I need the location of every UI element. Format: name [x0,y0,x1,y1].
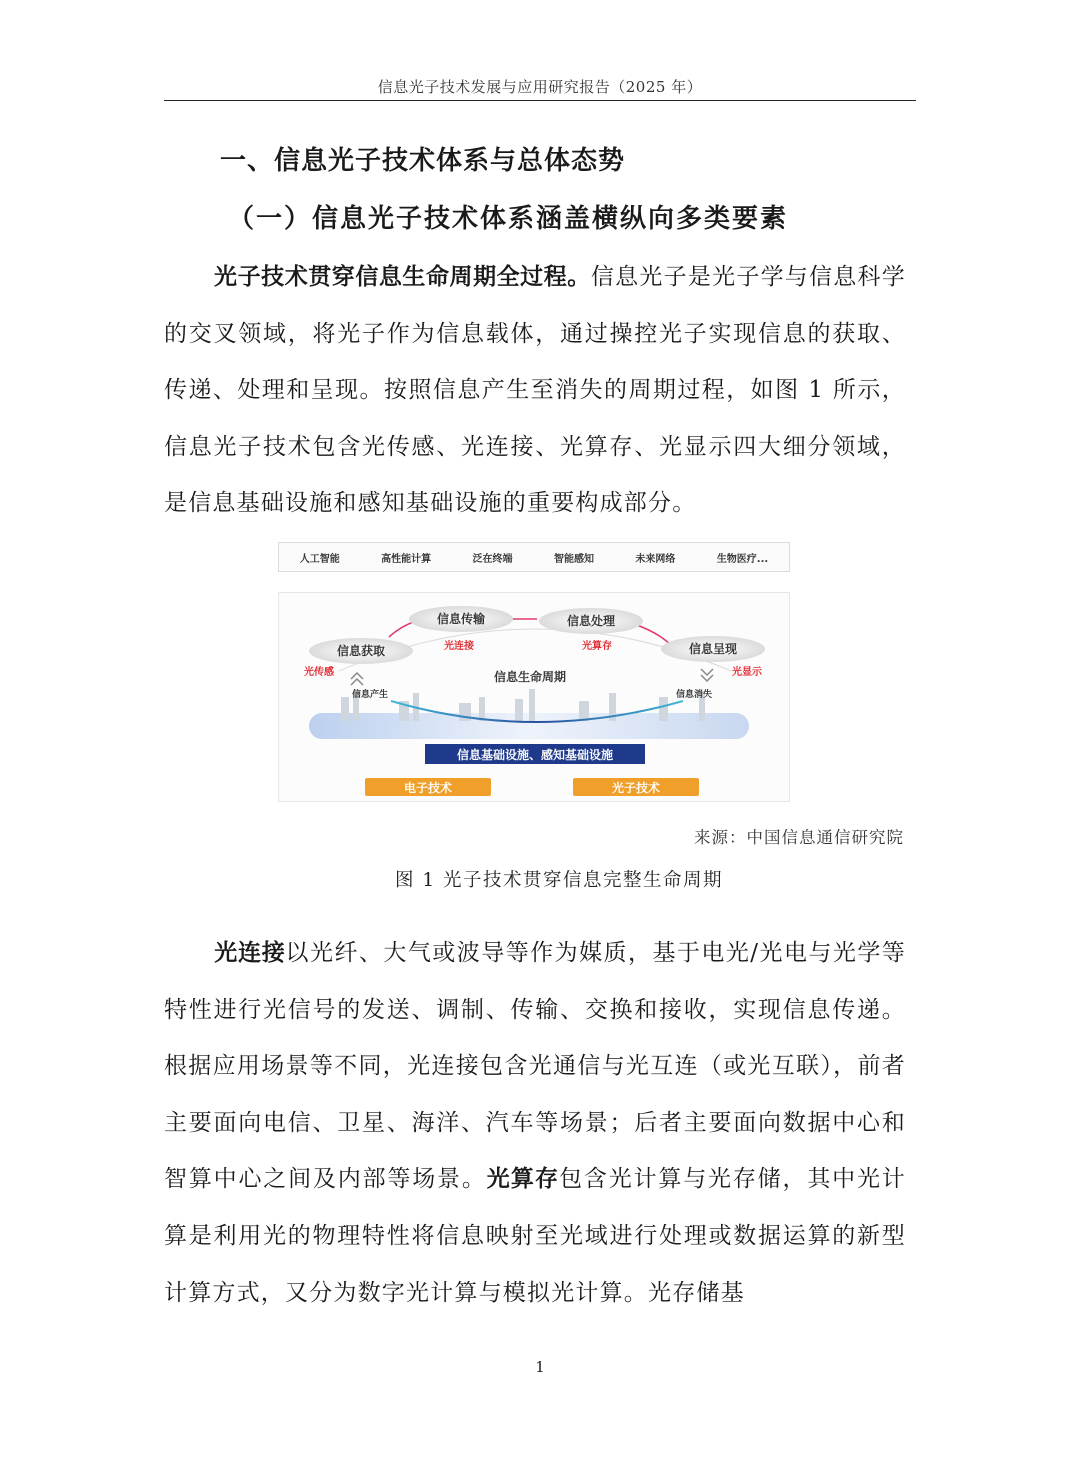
figure-source: 来源：中国信息通信研究院 [694,828,904,847]
paragraph-1 [164,249,906,532]
paragraph-2-body-2: 包含光计算与光存储，其中光计算是利用光的物理特性将信息映射至光域进行处理或数据运算的新型计算方式，又分为数字光计算与模拟光计算。光存储基 [164,1166,906,1306]
lifecycle-diagram [278,592,790,802]
running-header: 信息光子技术发展与应用研究报告（2025 年） [377,78,703,96]
paragraph-2-lead-compute: 光算存 [486,1166,560,1193]
stage-present: 信息呈现 [688,642,738,656]
app-item: 高性能计算 [381,553,432,565]
stage-transmit: 信息传输 [436,612,486,626]
figure-1 [278,542,790,804]
section-title: 一、信息光子技术体系与总体态势 [220,146,626,176]
paragraph-2 [164,925,906,1321]
infrastructure-label: 信息基础设施、感知基础设施 [456,748,614,762]
generate-chevron [351,673,363,685]
tech-sensing: 光传感 [304,667,334,678]
page-number: 1 [535,1358,545,1376]
vanish-label: 信息消失 [675,690,713,700]
photonic-label: 光子技术 [611,781,661,795]
paragraph-1-lead: 光子技术贯穿信息生命周期全过程。 [214,264,591,290]
generate-label: 信息产生 [351,690,389,700]
tech-compute-store: 光算存 [582,641,612,652]
figure-caption: 图 1 光子技术贯穿信息完整生命周期 [394,870,724,891]
electronic-label: 电子技术 [403,781,453,795]
application-bar [278,542,790,572]
header-rule [164,100,916,101]
stage-process: 信息处理 [566,614,616,628]
stage-acquire: 信息获取 [336,644,386,658]
vanish-chevron [701,669,713,681]
app-item: 泛在终端 [472,553,513,565]
paragraph-2-lead-connect: 光连接 [214,940,286,966]
lifecycle-label: 信息生命周期 [493,670,567,684]
app-item: 未来网络 [635,553,676,565]
subsection-title: （一）信息光子技术体系涵盖横纵向多类要素 [228,204,789,234]
tech-connect: 光连接 [444,641,474,652]
app-item: 人工智能 [299,553,340,565]
app-item: 智能感知 [553,553,594,565]
paragraph-1-body: 信息光子是光子学与信息科学的交叉领域，将光子作为信息载体，通过操控光子实现信息的获取、传递、处理和呈现。按照信息产生至消失的周期过程，如图 1 所示，信息光子技术包含光传感、光连接、光算存、光显示四大细分领域，是信息基础设施和感知基础设施的重要构成部分。 [164,264,907,517]
tech-display: 光显示 [732,667,762,678]
app-item: 生物医疗... [716,553,769,565]
paragraph-2-body-1: 以光纤、大气或波导等作为媒质，基于电光/光电与光学等特性进行光信号的发送、调制、传输、交换和接收，实现信息传递。根据应用场景等不同，光连接包含光通信与光互连（或光互联），前者主要面向电信、卫星、海洋、汽车等场景；后者主要面向数据中心和智算中心之间及内部等场景。 [164,940,907,1193]
